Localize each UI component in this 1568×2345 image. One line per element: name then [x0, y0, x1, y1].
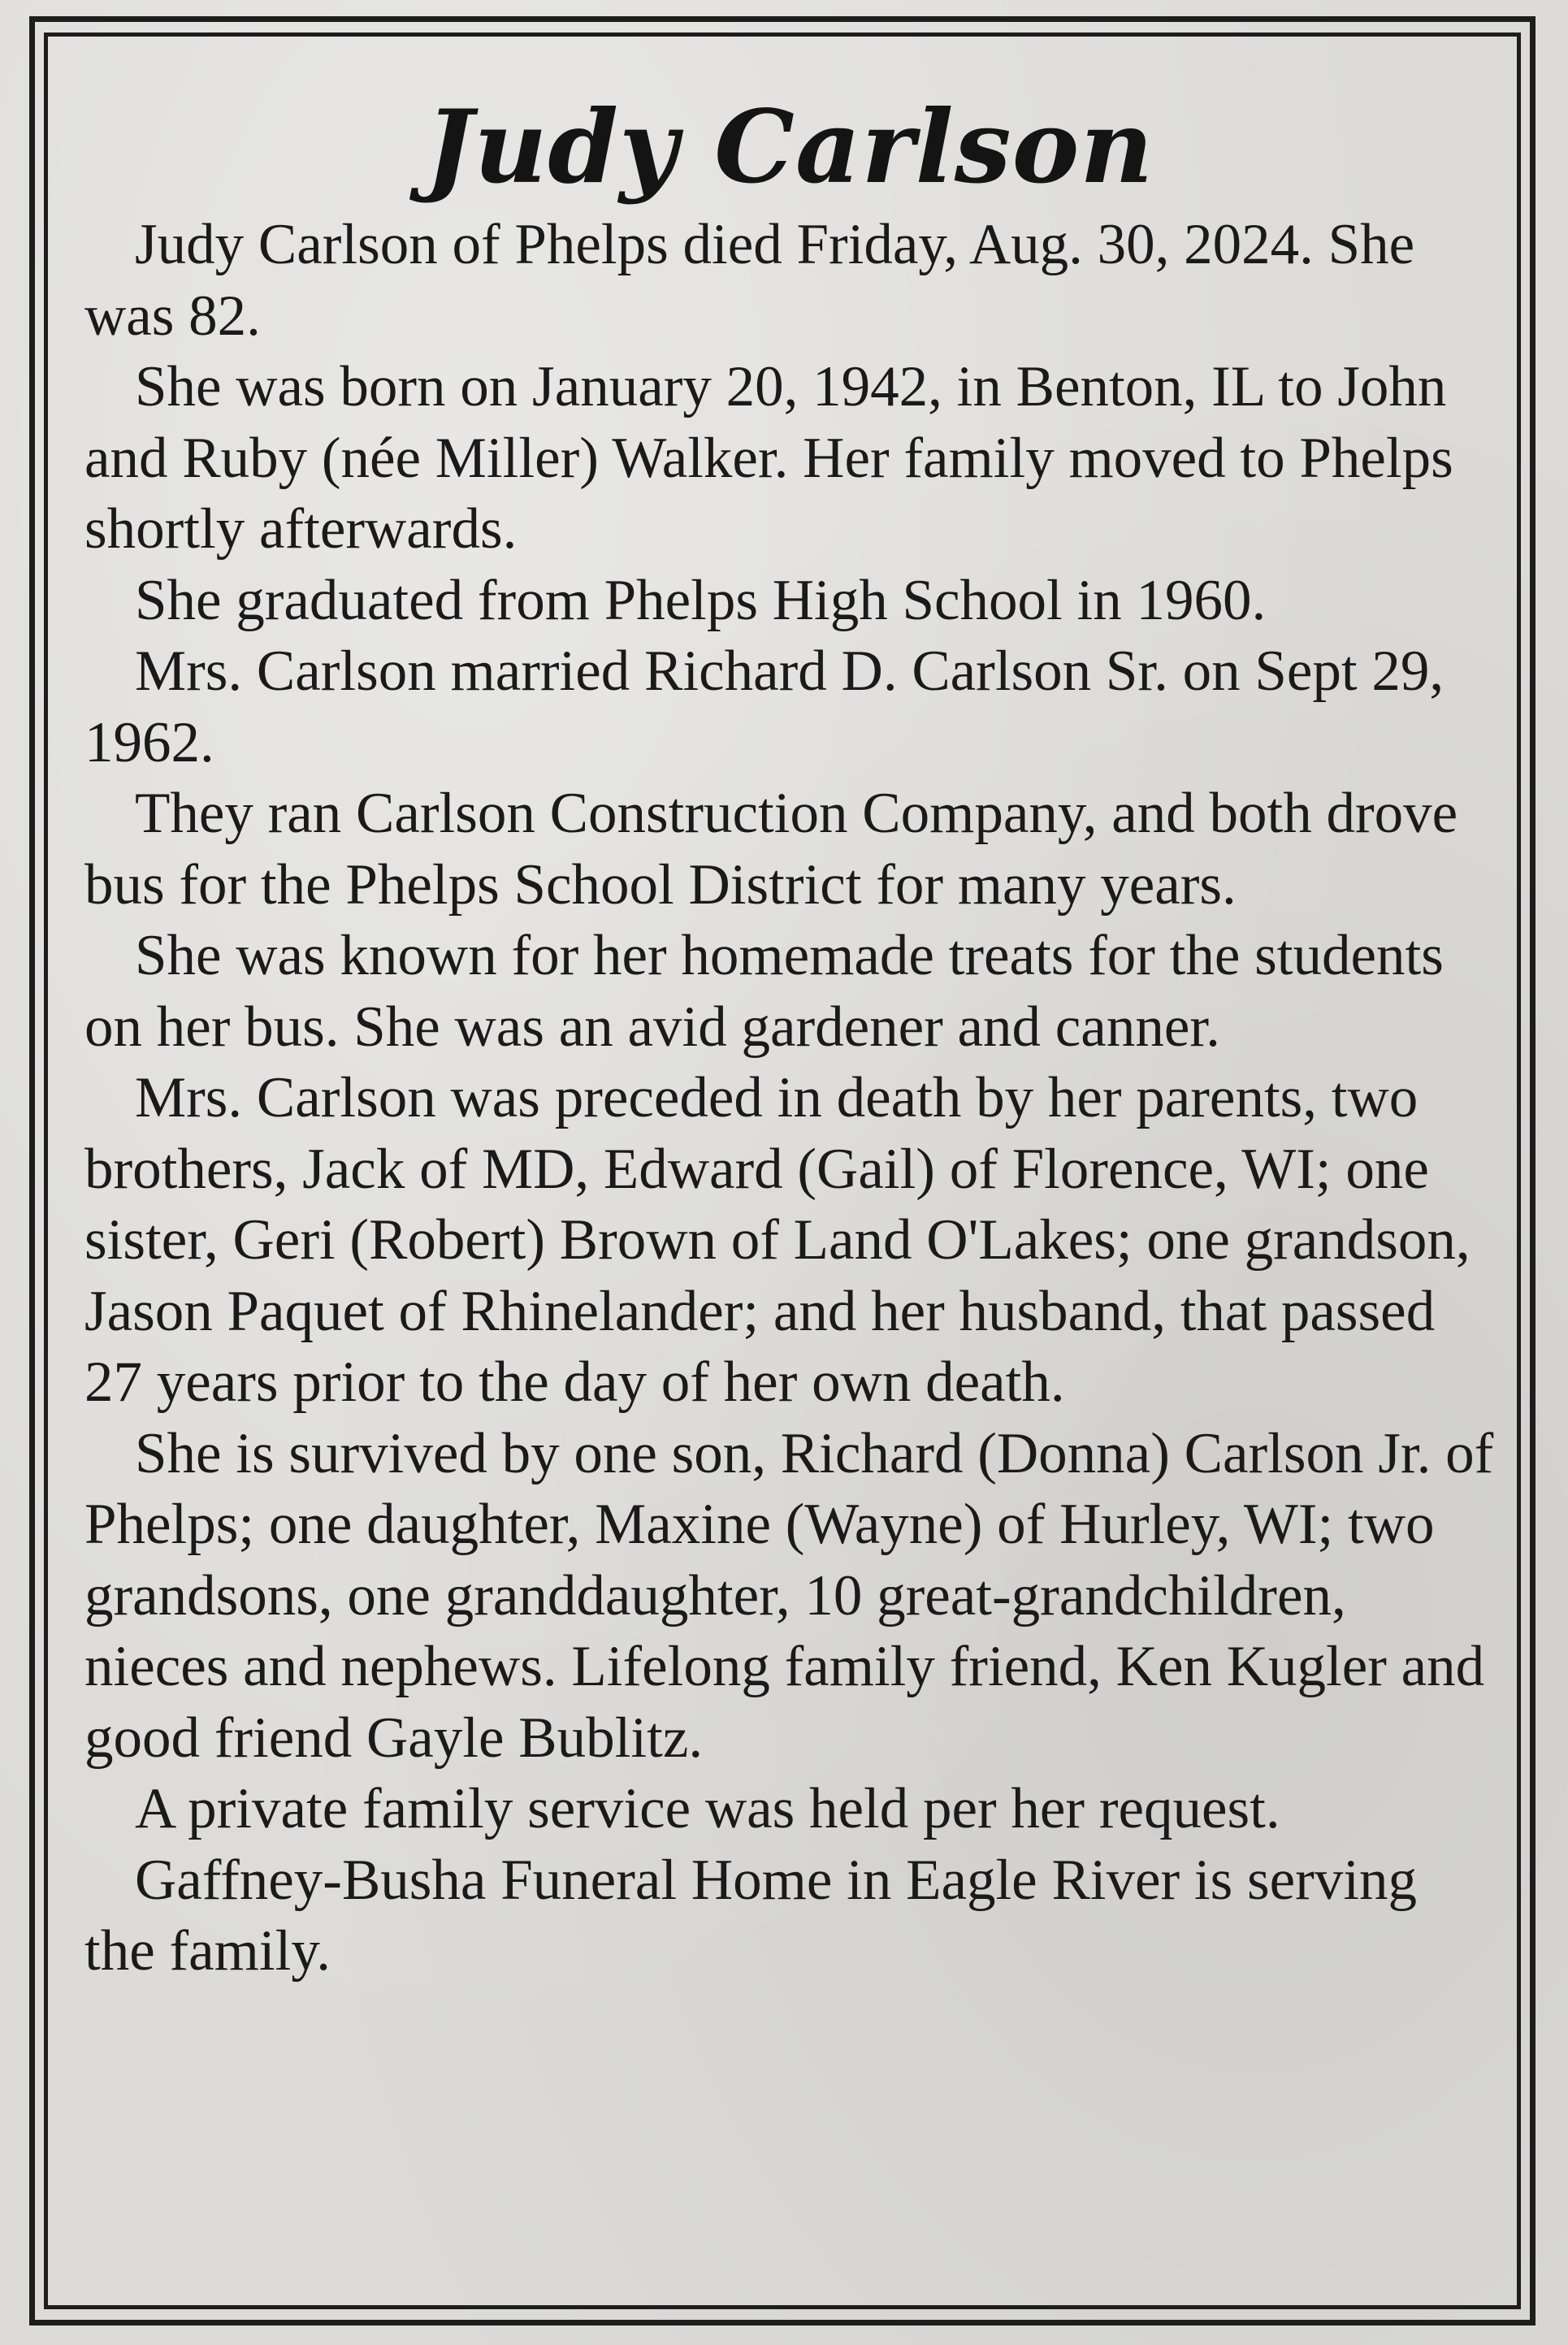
paragraph-survivors: She is survived by one son, Richard (Donna) Carlson Jr. of Phelps; one daughter, Maxine (Wayne) of Hurley, WI; two grandsons, one granddaughter, 10 great-grandchildren, nieces and nephews. Lifelong family friend, Ken Kugler and good friend Gayle Bublitz.: [84, 1421, 1494, 1770]
paragraph-preceded-in-death: Mrs. Carlson was preceded in death by her parents, two brothers, Jack of MD, Edward (Gail) of Florence, WI; one sister, Geri (Robert) Brown of Land O'Lakes; one grandson, Jason Paquet of Rhinelander; and her husband, that passed 27 years prior to the day of her own death.: [84, 1066, 1471, 1414]
paragraph-career: They ran Carlson Construction Company, and both drove bus for the Phelps School District for many years.: [84, 782, 1458, 917]
paragraph-service: A private family service was held per her request.: [135, 1777, 1280, 1840]
obituary-content: [84, 91, 1495, 1987]
obituary-body: [84, 210, 1495, 1987]
paragraph-birth: She was born on January 20, 1942, in Benton, IL to John and Ruby (née Miller) Walker. Her family moved to Phelps shortly afterwards.: [84, 355, 1453, 561]
paragraph-death-notice: Judy Carlson of Phelps died Friday, Aug. 30, 2024. She was 82.: [84, 213, 1415, 348]
paragraph-hobbies: She was known for her homemade treats for the students on her bus. She was an avid gardener and canner.: [84, 924, 1444, 1059]
paragraph-education: She graduated from Phelps High School in 1960.: [135, 568, 1267, 632]
obituary-title: Judy Carlson: [425, 89, 1154, 206]
paragraph-marriage: Mrs. Carlson married Richard D. Carlson Sr. on Sept 29, 1962.: [84, 639, 1445, 774]
paragraph-funeral-home: Gaffney-Busha Funeral Home in Eagle River is serving the family.: [84, 1848, 1418, 1983]
